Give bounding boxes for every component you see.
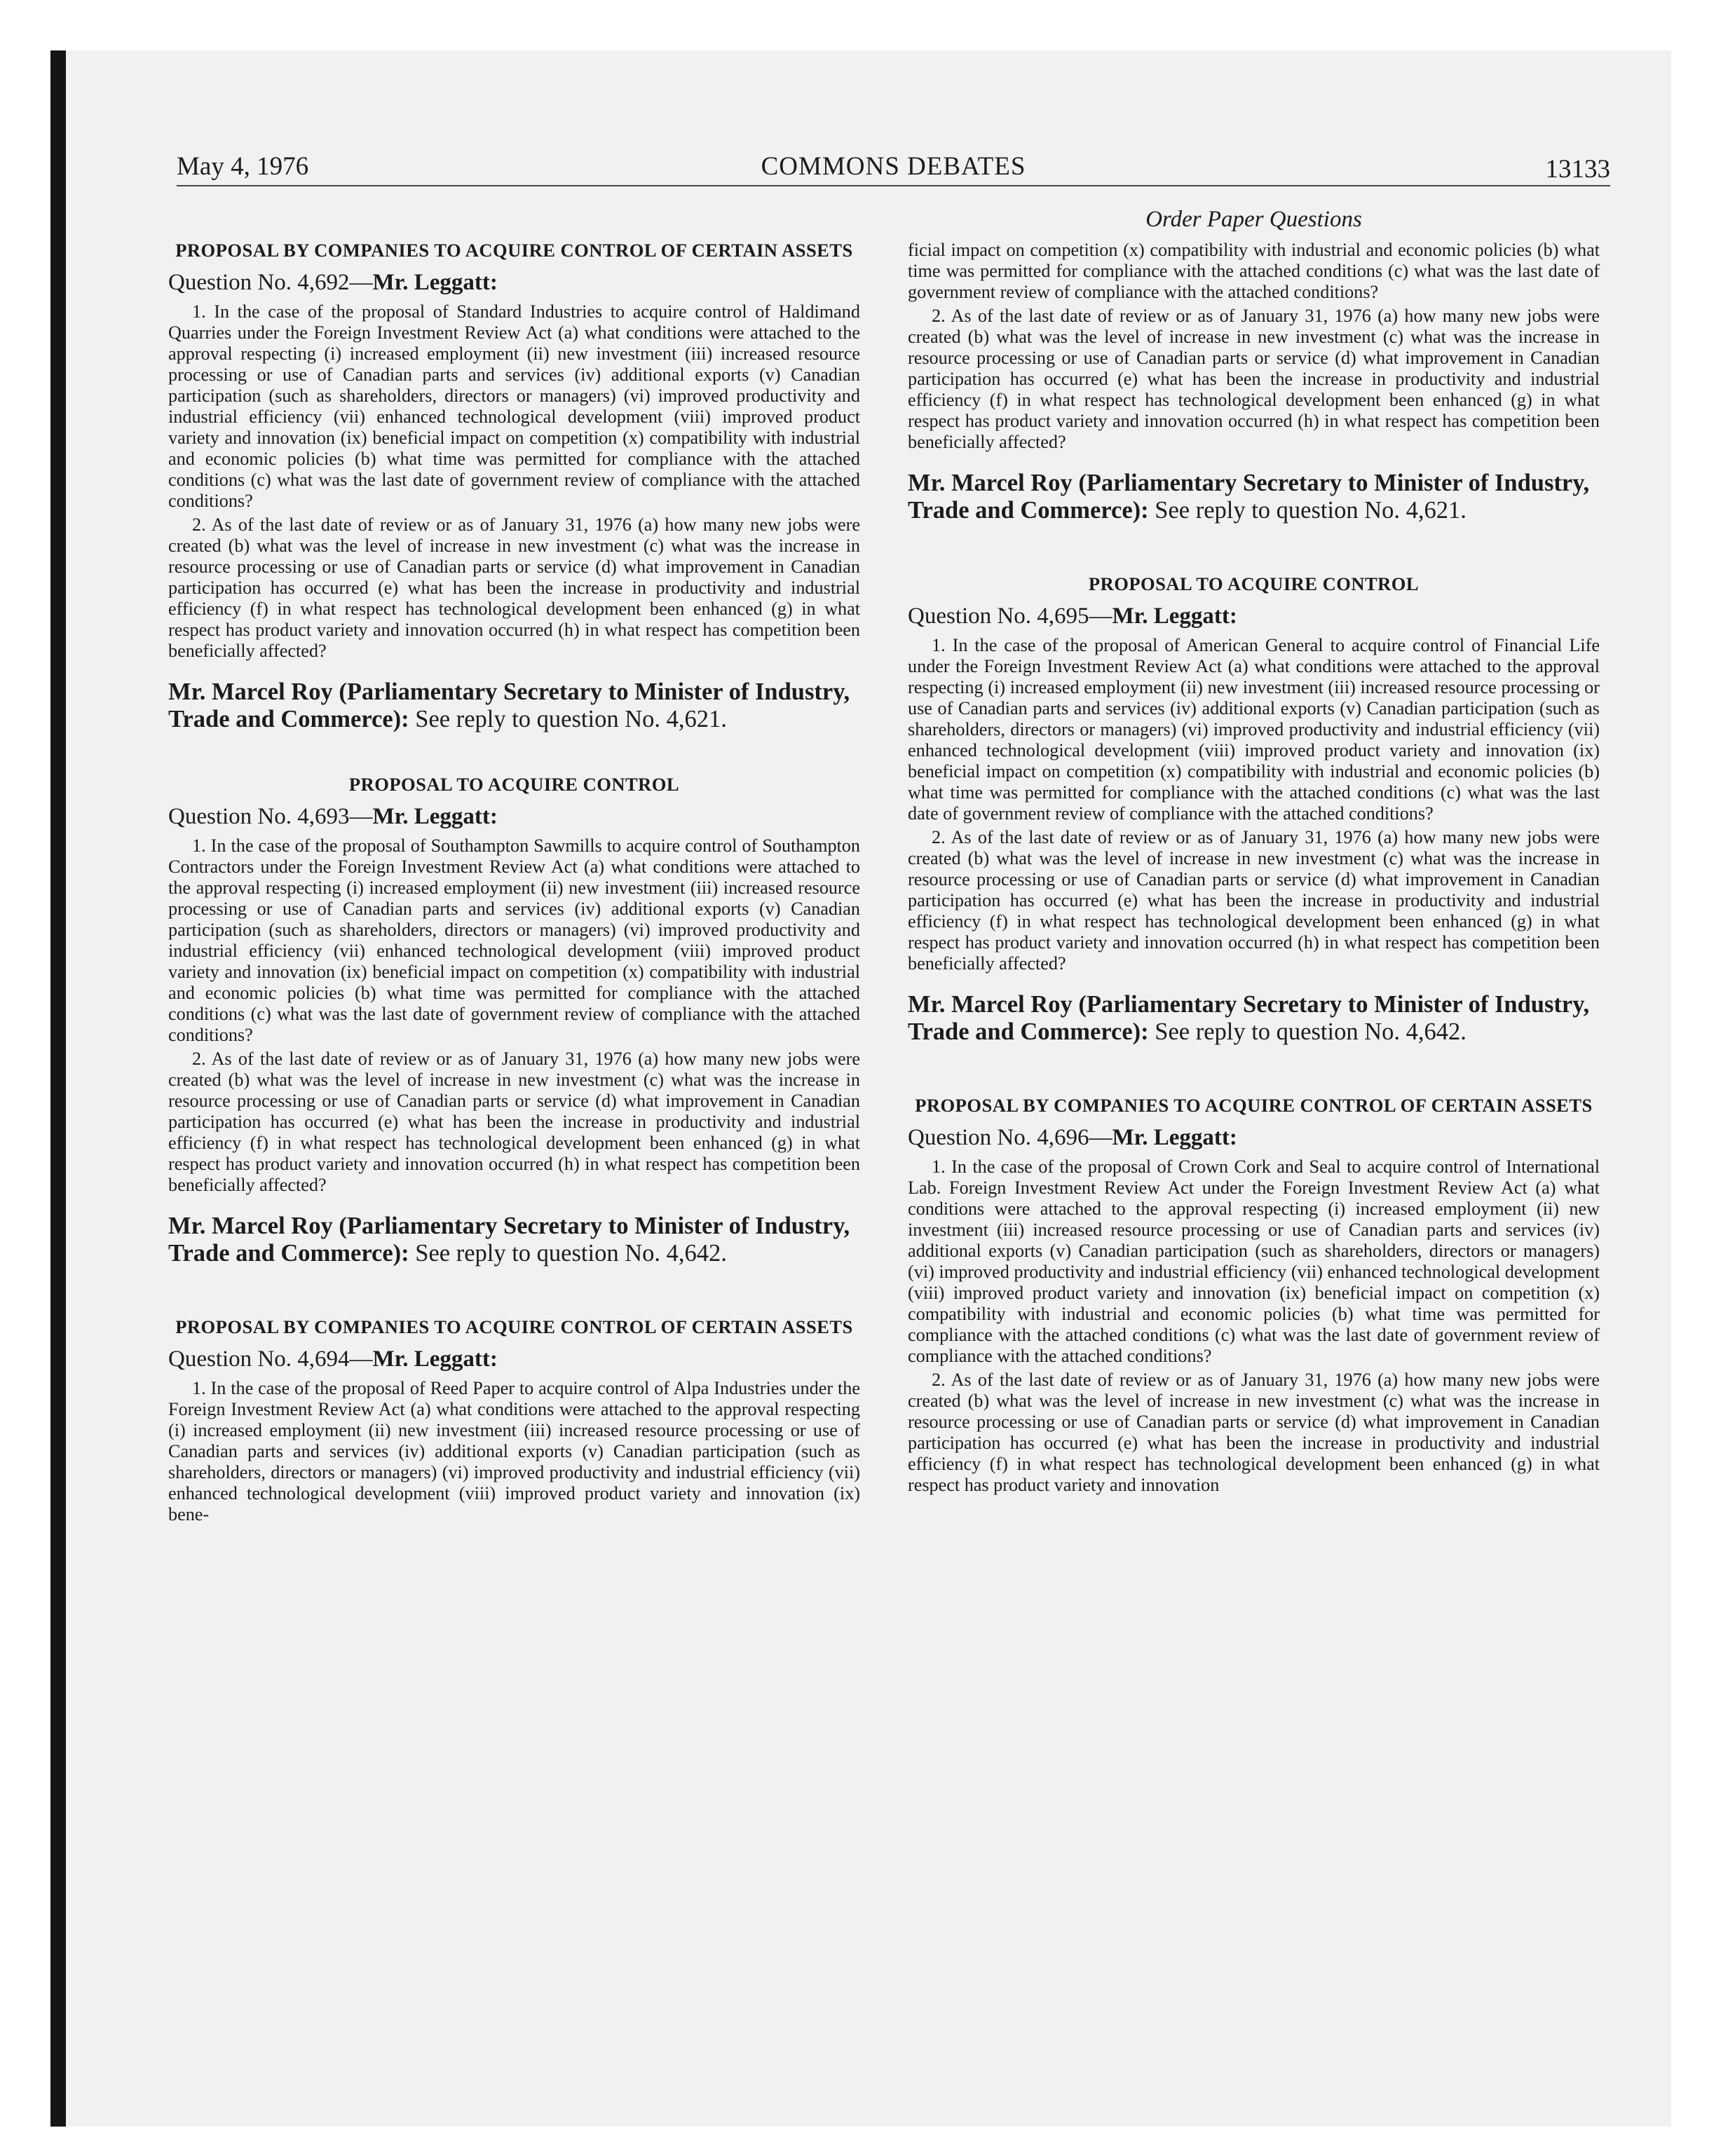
question-paragraph-2: 2. As of the last date of review or as of January 31, 1976 (a) how many new jobs were created (b) what was the level of increase in new investment (c) what was the increase in resource processing or use of Canadian parts or service (d) what improvement in Canadian participation has occurred (e) what has been the increase in productivity and industrial efficiency (f) in what respect has technological development been enhanced (g) in what respect has product variety and innovation [908, 1370, 1600, 1495]
reply-speaker: Mr. Marcel Roy (Parliamentary Secretary to Minister of Industry, Trade and Commerce): [908, 991, 1590, 1045]
question-asker: Mr. Leggatt: [1112, 1125, 1237, 1150]
question-heading [908, 1123, 1600, 1152]
question-number: Question No. 4,694— [168, 1346, 373, 1372]
question-number: Question No. 4,693— [168, 804, 373, 829]
question-paragraph-1: 1. In the case of the proposal of American General to acquire control of Financial Life under the Foreign Investment Review Act (a) what conditions were attached to the approval respecting (i) increased employment (ii) new investment (iii) increased resource processing or use of Canadian parts and services (iv) additional exports (v) Canadian participation (such as shareholders, directors or managers) (vi) improved productivity and industrial efficiency (vii) enhanced technological development (viii) improved product variety and innovation (ix) beneficial impact on competition (x) compatibility with industrial and economic policies (b) what time was permitted for compliance with the attached conditions (c) what was the last date of government review of compliance with the attached conditions? [908, 635, 1600, 824]
header-date: May 4, 1976 [177, 152, 309, 181]
question-paragraph-1-part-2: ficial impact on competition (x) compatibility with industrial and economic policies (b) what time was permitted for compliance with the attached conditions (c) what was the last date of government review of compliance with the attached conditions? [908, 240, 1600, 302]
question-paragraph-2: 2. As of the last date of review or as of January 31, 1976 (a) how many new jobs were created (b) what was the level of increase in new investment (c) what was the increase in resource processing or use of Canadian parts or service (d) what improvement in Canadian participation has occurred (e) what has been the increase in productivity and industrial efficiency (f) in what respect has technological development been enhanced (g) in what respect has product variety and innovation occurred (h) in what respect has competition been beneficially affected? [908, 306, 1600, 452]
question-paragraph-1: 1. In the case of the proposal of Standard Industries to acquire control of Haldimand Quarries under the Foreign Investment Review Act (a) what conditions were attached to the approval respecting (i) increased employment (ii) new investment (iii) increased resource processing or use of Canadian parts and services (iv) additional exports (v) Canadian participation (such as shareholders, directors or managers) (vi) improved productivity and industrial efficiency (vii) enhanced technological development (viii) improved product variety and innovation (ix) beneficial impact on competition (x) compatibility with industrial and economic policies (b) what time was permitted for compliance with the attached conditions (c) what was the last date of government review of compliance with the attached conditions? [168, 301, 860, 511]
reply-speaker: Mr. Marcel Roy (Parliamentary Secretary to Minister of Industry, Trade and Commerce): [908, 470, 1590, 524]
reply [168, 678, 860, 733]
reply-text: See reply to question No. 4,621. [1155, 497, 1467, 524]
section-title: PROPOSAL BY COMPANIES TO ACQUIRE CONTROL OF CERTAIN ASSETS [915, 1095, 1593, 1116]
question-4696 [908, 1095, 1600, 1496]
header-page-number: 13133 [1545, 155, 1610, 184]
question-heading [168, 1344, 860, 1374]
reply [908, 991, 1600, 1046]
question-4694-continued [908, 240, 1600, 524]
reply [908, 470, 1600, 524]
question-4694 [168, 1316, 860, 1525]
section-title: PROPOSAL TO ACQUIRE CONTROL [1088, 573, 1420, 594]
question-asker: Mr. Leggatt: [372, 1346, 498, 1372]
question-number: Question No. 4,692— [168, 270, 373, 295]
section-title: PROPOSAL BY COMPANIES TO ACQUIRE CONTROL OF CERTAIN ASSETS [175, 240, 853, 261]
question-4695 [908, 573, 1600, 1046]
question-asker: Mr. Leggatt: [1112, 603, 1237, 629]
right-column [908, 202, 1600, 1496]
page-header [177, 149, 1610, 186]
question-heading [168, 802, 860, 831]
question-paragraph-2: 2. As of the last date of review or as of January 31, 1976 (a) how many new jobs were created (b) what was the level of increase in new investment (c) what was the increase in resource processing or use of Canadian parts or service (d) what improvement in Canadian participation has occurred (e) what has been the increase in productivity and industrial efficiency (f) in what respect has technological development been enhanced (g) in what respect has product variety and innovation occurred (h) in what respect has competition been beneficially affected? [168, 514, 860, 661]
reply-text: See reply to question No. 4,642. [1155, 1018, 1467, 1045]
reply-speaker: Mr. Marcel Roy (Parliamentary Secretary to Minister of Industry, Trade and Commerce): [168, 1213, 850, 1267]
question-paragraph-1-part-1: 1. In the case of the proposal of Reed Paper to acquire control of Alpa Industries under the Foreign Investment Review Act (a) what conditions were attached to the approval respecting (i) increased employment (ii) new investment (iii) increased resource processing or use of Canadian parts and services (iv) additional exports (v) Canadian participation (such as shareholders, directors or managers) (vi) improved productivity and industrial efficiency (vii) enhanced technological development (viii) improved product variety and innovation (ix) bene- [168, 1378, 860, 1524]
section-title: PROPOSAL TO ACQUIRE CONTROL [348, 774, 680, 795]
reply-speaker: Mr. Marcel Roy (Parliamentary Secretary to Minister of Industry, Trade and Commerce): [168, 678, 850, 732]
section-title: PROPOSAL BY COMPANIES TO ACQUIRE CONTROL OF CERTAIN ASSETS [175, 1316, 853, 1337]
reply-text: See reply to question No. 4,642. [415, 1240, 727, 1267]
question-paragraph-2: 2. As of the last date of review or as of January 31, 1976 (a) how many new jobs were created (b) what was the level of increase in new investment (c) what was the increase in resource processing or use of Canadian parts or service (d) what improvement in Canadian participation has occurred (e) what has been the increase in productivity and industrial efficiency (f) in what respect has technological development been enhanced (g) in what respect has product variety and innovation occurred (h) in what respect has competition been beneficially affected? [908, 827, 1600, 974]
reply-text: See reply to question No. 4,621. [415, 706, 727, 732]
scan-edge-bar [50, 50, 66, 2127]
question-number: Question No. 4,696— [908, 1125, 1113, 1150]
question-heading [168, 268, 860, 297]
left-column [168, 202, 860, 1525]
question-paragraph-1: 1. In the case of the proposal of Southampton Sawmills to acquire control of Southampton Contractors under the Foreign Investment Review Act (a) what conditions were attached to the approval respecting (i) increased employment (ii) new investment (iii) increased resource processing or use of Canadian parts and services (iv) additional exports (v) Canadian participation (such as shareholders, directors or managers) (vi) improved productivity and industrial efficiency (vii) enhanced technological development (viii) improved product variety and innovation (ix) beneficial impact on competition (x) compatibility with industrial and economic policies (b) what time was permitted for compliance with the attached conditions (c) what was the last date of government review of compliance with the attached conditions? [168, 835, 860, 1045]
question-4692 [168, 240, 860, 733]
column-heading: Order Paper Questions [1145, 207, 1362, 232]
question-asker: Mr. Leggatt: [372, 804, 498, 829]
reply [168, 1213, 860, 1267]
question-asker: Mr. Leggatt: [372, 270, 498, 295]
question-number: Question No. 4,695— [908, 603, 1113, 629]
question-paragraph-1: 1. In the case of the proposal of Crown Cork and Seal to acquire control of International Lab. Foreign Investment Review Act under the Foreign Investment Review Act (a) what conditions were attached to the approval respecting (i) increased employment (ii) new investment (iii) increased resource processing or use of Canadian parts and services (iv) additional exports (v) Canadian participation (such as shareholders, directors or managers) (vi) improved productivity and industrial efficiency (vii) enhanced technological development (viii) improved product variety and innovation (ix) beneficial impact on competition (x) compatibility with industrial and economic policies (b) what time was permitted for compliance with the attached conditions (c) what was the last date of government review of compliance with the attached conditions? [908, 1157, 1600, 1366]
question-4693 [168, 774, 860, 1267]
question-heading [908, 601, 1600, 631]
question-paragraph-2: 2. As of the last date of review or as of January 31, 1976 (a) how many new jobs were created (b) what was the level of increase in new investment (c) what was the increase in resource processing or use of Canadian parts or service (d) what improvement in Canadian participation has occurred (e) what has been the increase in productivity and industrial efficiency (f) in what respect has technological development been enhanced (g) in what respect has product variety and innovation occurred (h) in what respect has competition been beneficially affected? [168, 1049, 860, 1195]
header-title: COMMONS DEBATES [761, 152, 1026, 181]
